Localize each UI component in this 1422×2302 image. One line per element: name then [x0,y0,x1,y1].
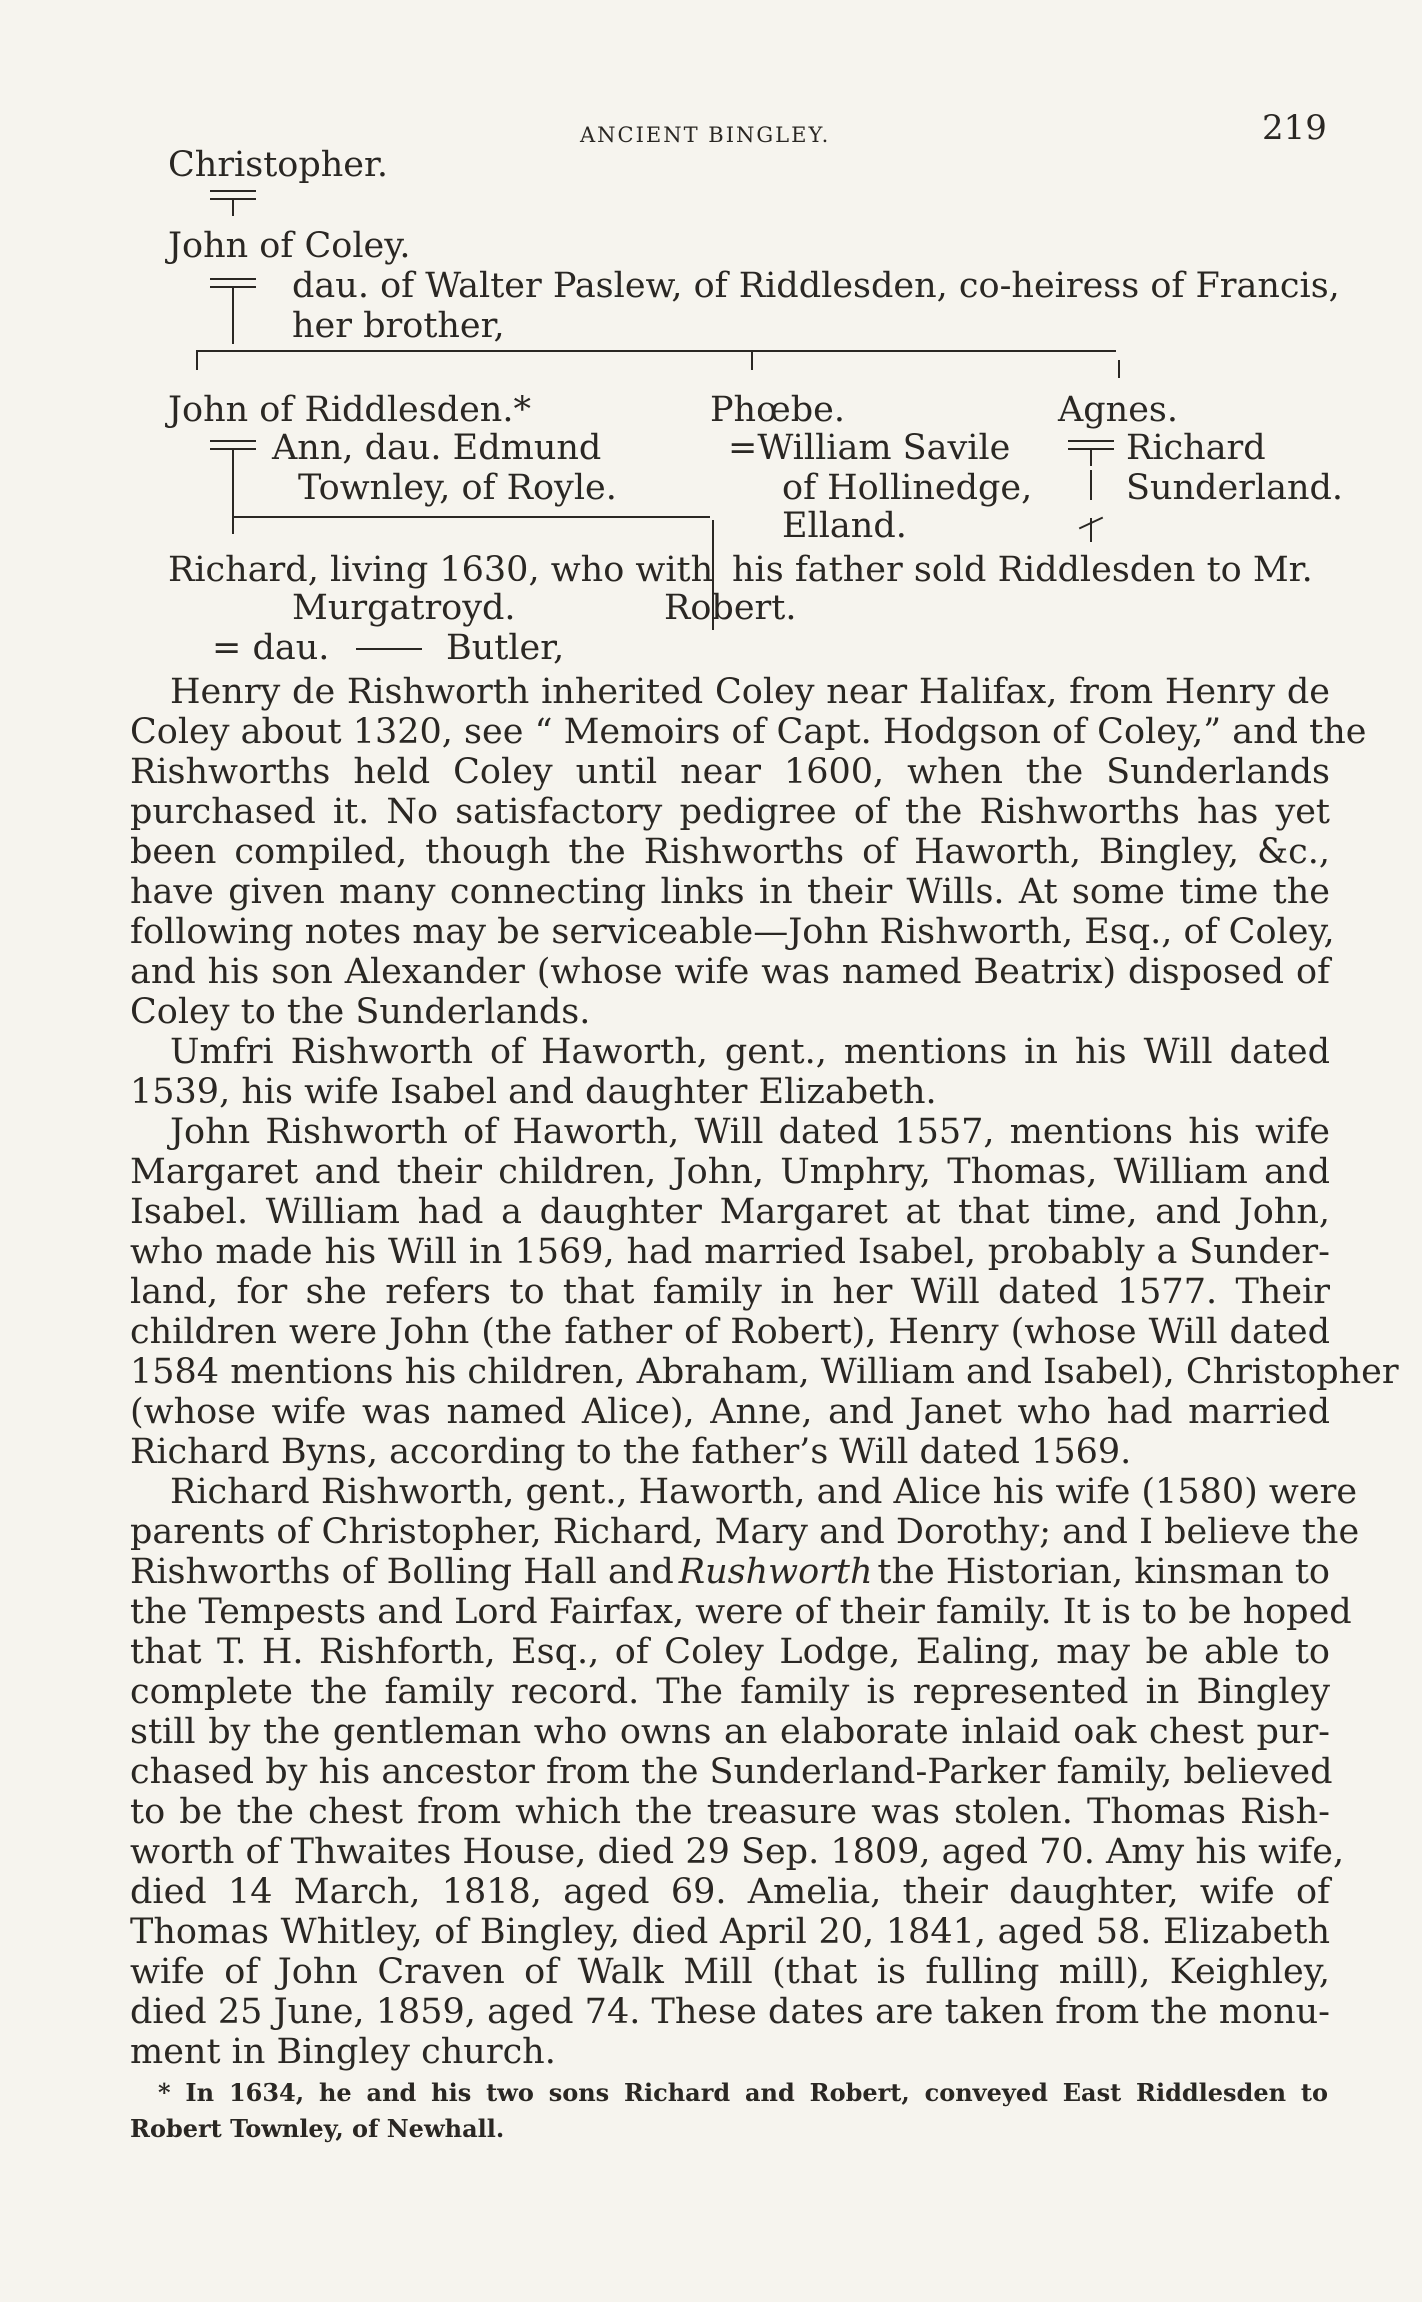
descent-line [1090,448,1092,466]
paragraph-line: following notes may be serviceable—John Rishworth, Esq., of Coley, [130,912,1335,952]
pedigree-hollinedge: of Hollinedge, [782,468,1033,508]
pedigree-william-savile: =William Savile [728,428,1011,468]
pedigree-phoebe: Phœbe. [710,390,845,430]
text-segment: the Historian, kinsman to [877,1552,1330,1592]
descent-line [1118,360,1120,378]
paragraph-line: Rishworths held Coley until near 1600, when the Sunderlands [130,752,1330,792]
pedigree-wife-paslew: dau. of Walter Paslew, of Riddlesden, co-heiress of Francis, [292,266,1340,306]
marriage-symbol [210,190,256,192]
pedigree-butler: Butler, [446,628,565,668]
marriage-symbol [210,440,256,442]
pedigree-murgatroyd: Murgatroyd. [292,588,516,628]
text-segment: Rishworths of Bolling Hall and [130,1552,674,1592]
paragraph-line: and his son Alexander (whose wife was named Beatrix) disposed of [130,952,1330,992]
paragraph-line: worth of Thwaites House, died 29 Sep. 1809, aged 70. Amy his wife, [130,1832,1345,1872]
page-number: 219 [1262,108,1327,148]
paragraph-line: Richard Rishworth, gent., Haworth, and Alice his wife (1580) were [170,1472,1358,1512]
paragraph-line: Coley to the Sunderlands. [130,992,591,1032]
footnote-line-2: Robert Townley, of Newhall. [130,2114,505,2143]
paragraph-line: Margaret and their children, John, Umphry, Thomas, William and [130,1152,1330,1192]
pedigree-john-of-riddlesden: John of Riddlesden.* [168,390,531,430]
paragraph-line: been compiled, though the Rishworths of Haworth, Bingley, &c., [130,832,1330,872]
paragraph-line: purchased it. No satisfactory pedigree of the Rishworths has yet [130,792,1330,832]
footnote-line-1: * In 1634, he and his two sons Richard and Robert, conveyed East Riddlesden to [158,2078,1328,2107]
paragraph-line: the Tempests and Lord Fairfax, were of their family. It is to be hoped [130,1592,1352,1632]
pedigree-elland: Elland. [782,506,907,546]
paragraph-line: John Rishworth of Haworth, Will dated 1557, mentions his wife [170,1112,1330,1152]
blank-line [356,648,422,650]
paragraph-line: died 14 March, 1818, aged 69. Amelia, their daughter, wife of [130,1872,1330,1912]
descent-line [232,198,234,216]
pedigree-richard: Richard [1126,428,1266,468]
descent-line [751,350,753,370]
pedigree-john-of-coley: John of Coley. [168,226,411,266]
paragraph-line: (whose wife was named Alice), Anne, and Janet who had married [130,1392,1330,1432]
sibling-line [196,350,1116,352]
pedigree-agnes: Agnes. [1058,390,1179,430]
pedigree-richard-left: Richard, living 1630, who with [168,550,714,590]
marriage-symbol [1068,440,1114,442]
paragraph-line: Isabel. William had a daughter Margaret at that time, and John, [130,1192,1330,1232]
paragraph-line: land, for she refers to that family in her Will dated 1577. Their [130,1272,1330,1312]
paragraph-line: complete the family record. The family is represented in Bingley [130,1672,1330,1712]
pedigree-richard-right: his father sold Riddlesden to Mr. [732,550,1313,590]
italic-name: Rushworth [678,1552,873,1592]
paragraph-line: children were John (the father of Robert), Henry (whose Will dated [130,1312,1330,1352]
paragraph-line: died 25 June, 1859, aged 74. These dates are taken from the monu- [130,1992,1330,2032]
descent-line [232,286,234,344]
pedigree-her-brother: her brother, [292,306,505,346]
running-title: ANCIENT BINGLEY. [580,123,831,147]
marriage-symbol [210,278,256,280]
children-line [232,516,710,518]
pedigree-dau: = dau. [212,628,330,668]
pedigree-robert: Robert. [664,588,797,628]
paragraph-line: chased by his ancestor from the Sunderland-Parker family, believed [130,1752,1333,1792]
paragraph-line: ment in Bingley church. [130,2032,556,2072]
paragraph-line: Umfri Rishworth of Haworth, gent., mentions in his Will dated [170,1032,1330,1072]
paragraph-line: parents of Christopher, Richard, Mary and Dorothy; and I believe the [130,1512,1360,1552]
paragraph-line: that T. H. Rishforth, Esq., of Coley Lodge, Ealing, may be able to [130,1632,1330,1672]
descent-line [1090,470,1092,500]
pedigree-christopher: Christopher. [168,145,389,185]
paragraph-line: to be the chest from which the treasure was stolen. Thomas Rish- [130,1792,1330,1832]
paragraph-line: still by the gentleman who owns an elaborate inlaid oak chest pur- [130,1712,1330,1752]
paragraph-line: wife of John Craven of Walk Mill (that is fulling mill), Keighley, [130,1952,1330,1992]
paragraph-line: Richard Byns, according to the father’s Will dated 1569. [130,1432,1132,1472]
paragraph-line: who made his Will in 1569, had married Isabel, probably a Sunder- [130,1232,1330,1272]
paragraph-line: Henry de Rishworth inherited Coley near Halifax, from Henry de [170,672,1330,712]
descent-line [232,448,234,534]
paragraph-line: 1539, his wife Isabel and daughter Elizabeth. [130,1072,937,1112]
pedigree-townley: Townley, of Royle. [298,468,617,508]
paragraph-line: 1584 mentions his children, Abraham, William and Isabel), Christopher [130,1352,1399,1392]
paragraph-line: have given many connecting links in their Wills. At some time the [130,872,1330,912]
descent-line [196,350,198,370]
pedigree-ann: Ann, dau. Edmund [272,428,602,468]
pedigree-sunderland: Sunderland. [1126,468,1344,508]
paragraph-line: Thomas Whitley, of Bingley, died April 20, 1841, aged 58. Elizabeth [130,1912,1330,1952]
paragraph-line [130,1552,1330,1592]
paragraph-line: Coley about 1320, see “ Memoirs of Capt. Hodgson of Coley,” and the [130,712,1367,752]
